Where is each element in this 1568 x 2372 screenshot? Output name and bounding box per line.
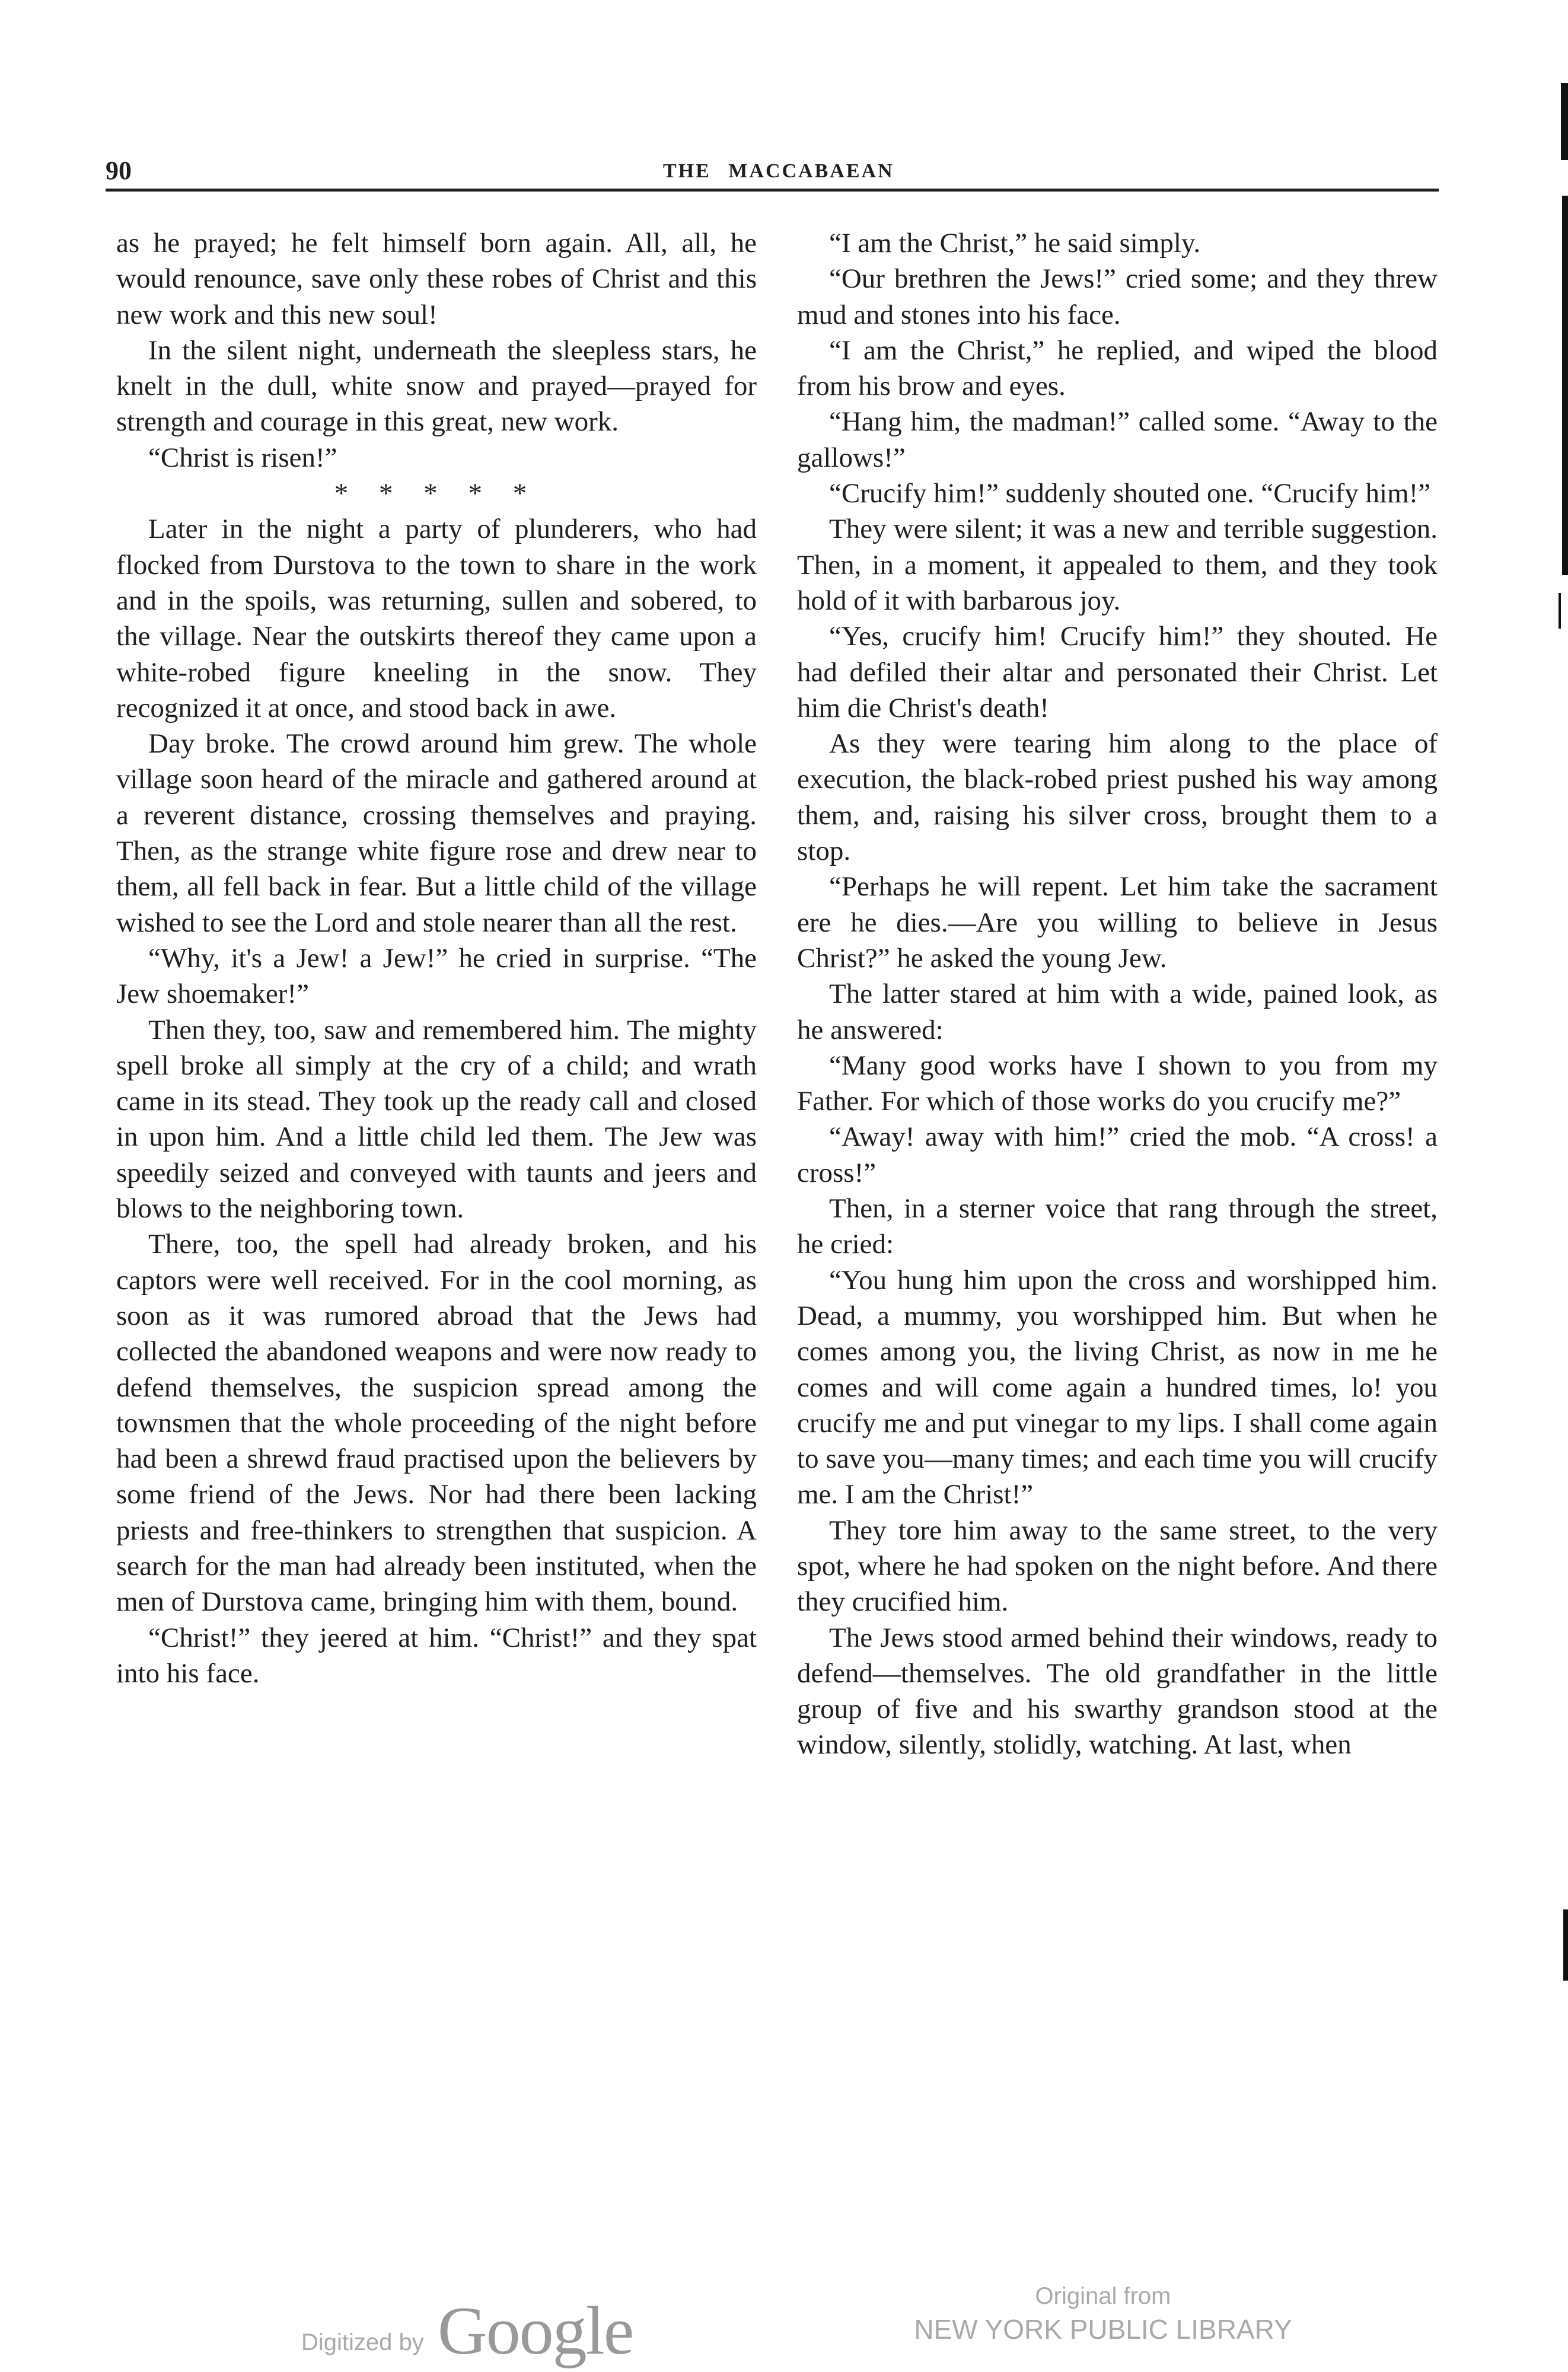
- paragraph: They tore him away to the same street, to the very spot, where he had spoken on the night before. And there they crucified him.: [797, 1515, 1438, 1618]
- left-column: [116, 225, 757, 1691]
- paragraph: “Away! away with him!” cried the mob. “A cross! a cross!”: [797, 1121, 1438, 1188]
- page-number: 90: [106, 156, 132, 185]
- section-break: * * * * *: [334, 478, 539, 509]
- google-logo: Google: [437, 2293, 633, 2369]
- paragraph: “I am the Christ,” he replied, and wiped the blood from his brow and eyes.: [797, 334, 1438, 402]
- paragraph: “I am the Christ,” he said simply.: [829, 228, 1201, 259]
- digitized-by-watermark: [301, 2292, 633, 2371]
- header-rule: [106, 189, 1439, 192]
- running-title: THE MACCABAEAN: [663, 160, 894, 182]
- scan-edge-mark: [1563, 1909, 1568, 1981]
- paragraph: They were silent; it was a new and terrible suggestion. Then, in a moment, it appealed to them, and they took hold of it with barbarous joy.: [797, 514, 1438, 616]
- scan-edge-mark: [1559, 593, 1561, 629]
- paragraph: “Christ is risen!”: [148, 442, 337, 473]
- right-column: [797, 225, 1438, 1763]
- paragraph: “Many good works have I shown to you from my Father. For which of those works do you crucify me?”: [797, 1050, 1438, 1117]
- scan-edge-mark: [1561, 83, 1568, 160]
- paragraph: “Yes, crucify him! Crucify him!” they shouted. He had defiled their altar and personated their Christ. Let him die Christ's death!: [797, 621, 1438, 723]
- library-name: NEW YORK PUBLIC LIBRARY: [914, 2314, 1292, 2345]
- paragraph: As they were tearing him along to the place of execution, the black-robed priest pushed his way among them, and, raising his silver cross, brought them to a stop.: [797, 728, 1438, 867]
- paragraph: “Perhaps he will repent. Let him take the sacrament ere he dies.—Are you willing to believe in Jesus Christ?” he asked the young Jew.: [797, 871, 1438, 974]
- digitized-by-label: Digitized by: [301, 2329, 424, 2355]
- paragraph: “Our brethren the Jews!” cried some; and they threw mud and stones into his face.: [797, 263, 1438, 330]
- paragraph: “You hung him upon the cross and worshipped him. Dead, a mummy, you worshipped him. But when he comes among you, the living Christ, as now in me he comes and will come again a hundred times, lo! you crucify me and put vinegar to my lips. I shall come again to save you—many times; and each time you will crucify me. I am the Christ!”: [797, 1264, 1438, 1510]
- paragraph: There, too, the spell had already broken, and his captors were well received. For in the cool morning, as soon as it was rumored abroad that the Jews had collected the abandoned weapons and were now ready to defend themselves, the suspicion spread among the townsmen that the whole proceeding of the night before had been a shrewd fraud practised upon the believers by some friend of the Jews. Nor had there been lacking priests and free-thinkers to strengthen that suspicion. A search for the man had already been instituted, when the men of Durstova came, bringing him with them, bound.: [116, 1229, 757, 1618]
- paragraph: The latter stared at him with a wide, pained look, as he answered:: [797, 978, 1438, 1045]
- paragraph: “Why, it's a Jew! a Jew!” he cried in surprise. “The Jew shoemaker!”: [116, 942, 757, 1010]
- original-from-watermark: [913, 2283, 1293, 2345]
- paragraph: “Hang him, the madman!” called some. “Away to the gallows!”: [797, 406, 1438, 473]
- paragraph: Day broke. The crowd around him grew. The whole village soon heard of the miracle and gathered around at a reverent distance, crossing themselves and praying. Then, as the strange white figure rose and drew near to them, all fell back in fear. But a little child of the village wished to see the Lord and stole nearer than all the rest.: [116, 728, 757, 938]
- paragraph: as he prayed; he felt himself born again. All, all, he would renounce, save only these robes of Christ and this new work and this new soul!: [116, 228, 757, 330]
- paragraph: The Jews stood armed behind their windows, ready to defend—themselves. The old grandfather in the little group of five and his swarthy grandson stood at the window, silently, stolidly, watching. At last, when: [797, 1622, 1438, 1761]
- original-from-label: Original from: [1035, 2283, 1171, 2309]
- paragraph: Then, in a sterner voice that rang through the street, he cried:: [797, 1193, 1438, 1260]
- paragraph: In the silent night, underneath the sleepless stars, he knelt in the dull, white snow and prayed—prayed for strength and courage in this great, new work.: [116, 334, 757, 438]
- paragraph: “Christ!” they jeered at him. “Christ!” and they spat into his face.: [116, 1622, 757, 1689]
- paragraph: Later in the night a party of plunderers, who had flocked from Durstova to the town to share in the work and in the spoils, was returning, sullen and sobered, to the village. Near the outskirts thereof they came upon a white-robed figure kneeling in the snow. They recognized it at once, and stood back in awe.: [116, 514, 757, 723]
- paragraph: “Crucify him!” suddenly shouted one. “Crucify him!”: [829, 478, 1431, 509]
- scan-edge-mark: [1562, 196, 1568, 575]
- paragraph: Then they, too, saw and remembered him. The mighty spell broke all simply at the cry of a child; and wrath came in its stead. They took up the ready call and closed in upon him. And a little child led them. The Jew was speedily seized and conveyed with taunts and jeers and blows to the neighboring town.: [116, 1014, 757, 1225]
